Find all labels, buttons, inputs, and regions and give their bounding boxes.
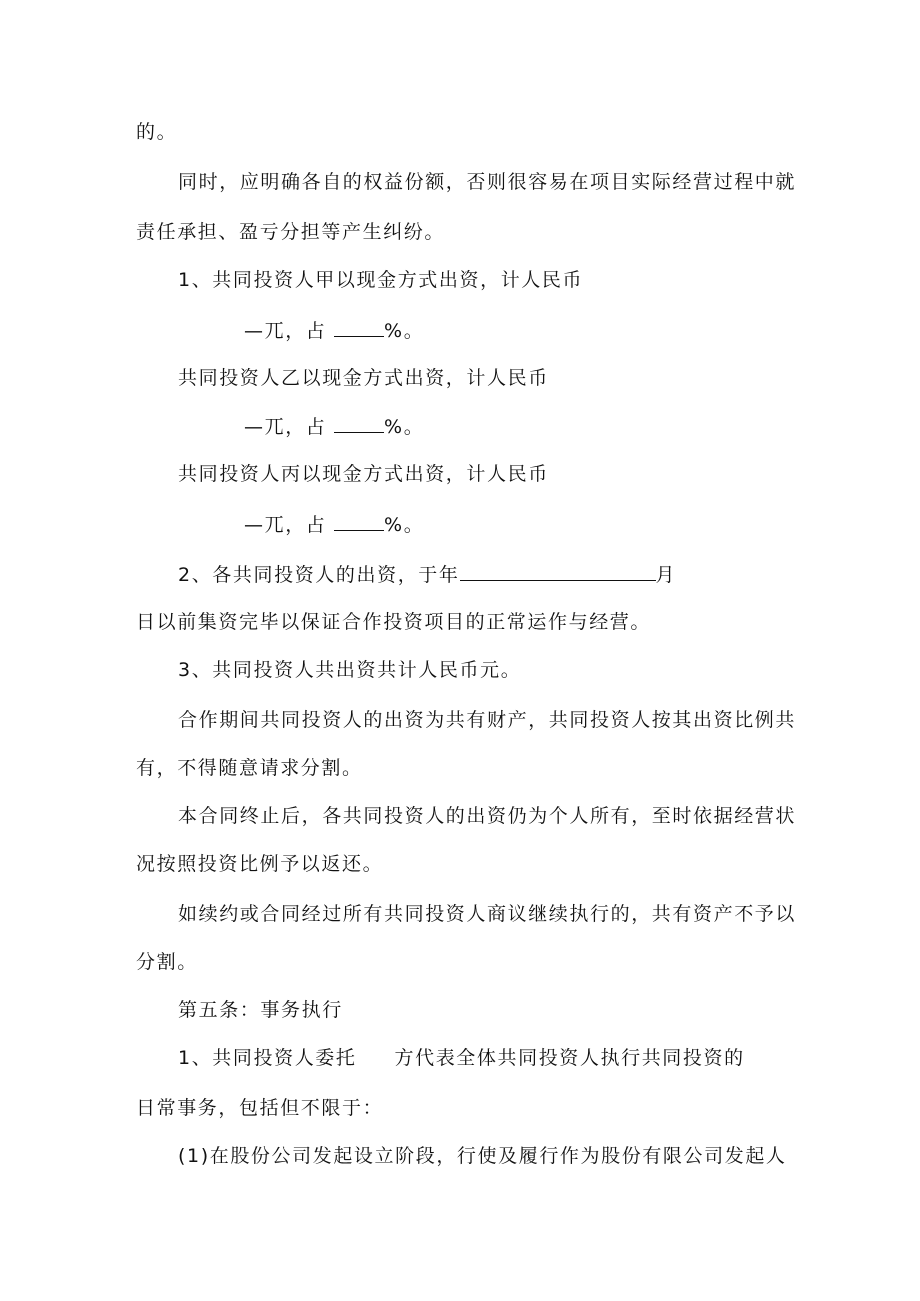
paragraph-line: 合作期间共同投资人的出资为共有财产，共同投资人按其出资比例共 bbox=[178, 709, 797, 731]
amount-line-a bbox=[244, 318, 424, 343]
amount-prefix: —兀，占 bbox=[244, 320, 335, 342]
percent-blank bbox=[334, 414, 384, 433]
amount-prefix: —兀，占 bbox=[244, 416, 335, 438]
month-label: 月 bbox=[655, 564, 677, 586]
paragraph-line: 如续约或合同经过所有共同投资人商议继续执行的，共有资产不予以 bbox=[178, 903, 797, 925]
clause-text: 1、共同投资人委托 bbox=[178, 1047, 357, 1069]
amount-prefix: —兀，占 bbox=[244, 514, 335, 536]
amount-line-c bbox=[244, 512, 424, 537]
percent-suffix: %。 bbox=[384, 416, 425, 438]
paragraph-line: 日以前集资完毕以保证合作投资项目的正常运作与经营。 bbox=[136, 611, 652, 633]
paragraph-line: 况按照投资比例予以返还。 bbox=[136, 853, 384, 875]
date-blank bbox=[460, 562, 656, 581]
paragraph-line: 责任承担、盈亏分担等产生纠纷。 bbox=[136, 221, 446, 243]
paragraph-line: 的。 bbox=[136, 121, 178, 143]
amount-line-b bbox=[244, 414, 424, 439]
investor-b-line: 共同投资人乙以现金方式出资，计人民币 bbox=[178, 367, 549, 389]
sub-item-line: (1)在股份公司发起设立阶段，行使及履行作为股份有限公司发起人 bbox=[178, 1145, 787, 1167]
paragraph-line: 日常事务，包括但不限于： bbox=[136, 1097, 384, 1119]
paragraph-line: 分割。 bbox=[136, 951, 198, 973]
execution-clause-line bbox=[178, 1046, 745, 1070]
investor-c-line: 共同投资人丙以现金方式出资，计人民币 bbox=[178, 463, 549, 485]
percent-suffix: %。 bbox=[384, 320, 425, 342]
clause-3-line: 3、共同投资人共出资共计人民币元。 bbox=[178, 659, 522, 681]
percent-blank bbox=[334, 318, 384, 337]
paragraph-line: 同时，应明确各自的权益份额，否则很容易在项目实际经营过程中就 bbox=[178, 171, 797, 193]
clause-2-text: 2、各共同投资人的出资，于年 bbox=[178, 564, 460, 586]
clause-2-line bbox=[178, 562, 676, 587]
paragraph-line: 本合同终止后，各共同投资人的出资仍为个人所有，至时依据经营状 bbox=[178, 805, 797, 827]
percent-suffix: %。 bbox=[384, 514, 425, 536]
section-heading: 第五条：事务执行 bbox=[178, 999, 343, 1021]
clause-1-line: 1、共同投资人甲以现金方式出资，计人民币 bbox=[178, 269, 584, 291]
percent-blank bbox=[334, 512, 384, 531]
clause-text-continued: 方代表全体共同投资人执行共同投资的 bbox=[394, 1047, 745, 1069]
paragraph-line: 有，不得随意请求分割。 bbox=[136, 757, 363, 779]
